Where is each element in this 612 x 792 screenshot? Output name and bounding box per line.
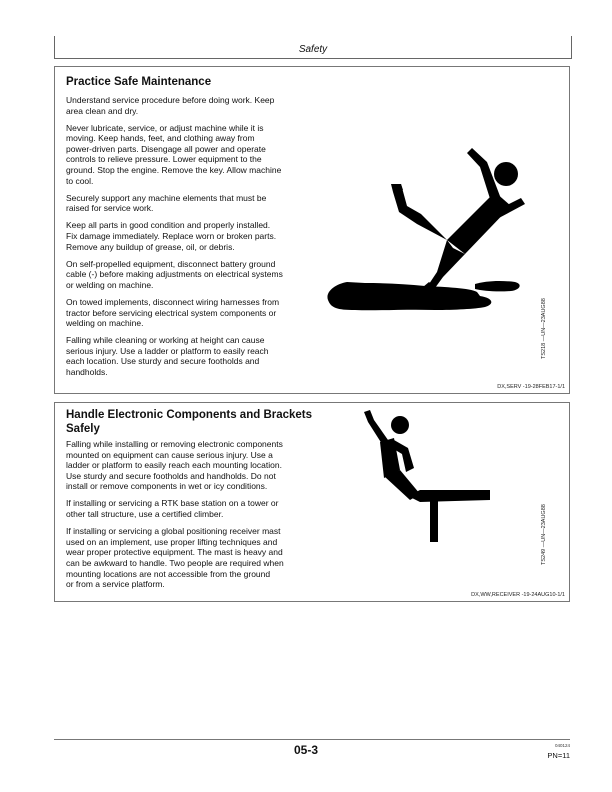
paragraph: If installing or servicing a RTK base station on a tower or other tall structure, use a certified climber. bbox=[66, 498, 279, 520]
section-title: Practice Safe Maintenance bbox=[66, 76, 212, 88]
paragraph: Falling while cleaning or working at height can cause serious injury. Use a ladder or platform to easily reach each location. Use sturdy and secure footholds and handholds. bbox=[66, 335, 269, 378]
page-header bbox=[54, 36, 572, 59]
paragraph: Never lubricate, service, or adjust machine while it is moving. Keep hands, feet, and clothing away from power-driven parts. Disengage all power and operate controls to relieve pressure. Lower equipment to the ground. Stop the engine. Remove the key. Allow machine to cool. bbox=[66, 122, 282, 186]
reference-code: DX,SERV -19-28FEB17-1/1 bbox=[497, 384, 565, 390]
section-title: Handle Electronic Components and Brackets Safely bbox=[66, 409, 313, 435]
paragraph: Falling while installing or removing electronic components mounted on equipment can cause serious injury. Use a ladder or platform to easily reach each mounting location. Use sturdy and secure footholds and handholds. Do not install or remove components in wet or icy conditions. bbox=[66, 439, 283, 492]
paragraph: Understand service procedure before doing work. Keep area clean and dry. bbox=[66, 95, 275, 116]
paragraph: Securely support any machine elements that must be raised for service work. bbox=[66, 192, 267, 214]
falling-person-icon bbox=[360, 408, 500, 548]
paragraph: On self-propelled equipment, disconnect battery ground cable (-) before making adjustments on electrical systems or welding on machine. bbox=[66, 258, 283, 290]
pn-label: PN=11 bbox=[547, 751, 570, 760]
header-title: Safety bbox=[298, 44, 328, 55]
section-body bbox=[66, 439, 311, 596]
paragraph: Keep all parts in good condition and properly installed. Fix damage immediately. Replace worn or broken parts. Remove any buildup of grease, oil, or debris. bbox=[66, 220, 277, 252]
section-handle-electronic-components bbox=[54, 402, 570, 602]
footer-code: 040124 bbox=[554, 743, 570, 748]
section-practice-safe-maintenance bbox=[54, 66, 570, 394]
page-number: 05-3 bbox=[293, 743, 319, 757]
figure-code: TS249 —UN—23AUG88 bbox=[541, 504, 547, 565]
slipping-person-icon bbox=[325, 132, 535, 332]
footer-divider bbox=[54, 739, 570, 740]
paragraph: If installing or servicing a global positioning receiver mast used on an implement, use proper lifting techniques and wear proper protective equipment. The mast is heavy and can be awkward to handle. Two people are required when mounting locations are not accessible from the ground or from a service platform. bbox=[66, 526, 284, 590]
paragraph: On towed implements, disconnect wiring harnesses from tractor before servicing electrical system components or welding on machine. bbox=[66, 297, 280, 329]
reference-code: DX,WW,RECEIVER -19-24AUG10-1/1 bbox=[471, 592, 565, 598]
figure-code: TS218 —UN—23AUG88 bbox=[541, 298, 547, 359]
section-body bbox=[66, 95, 311, 384]
